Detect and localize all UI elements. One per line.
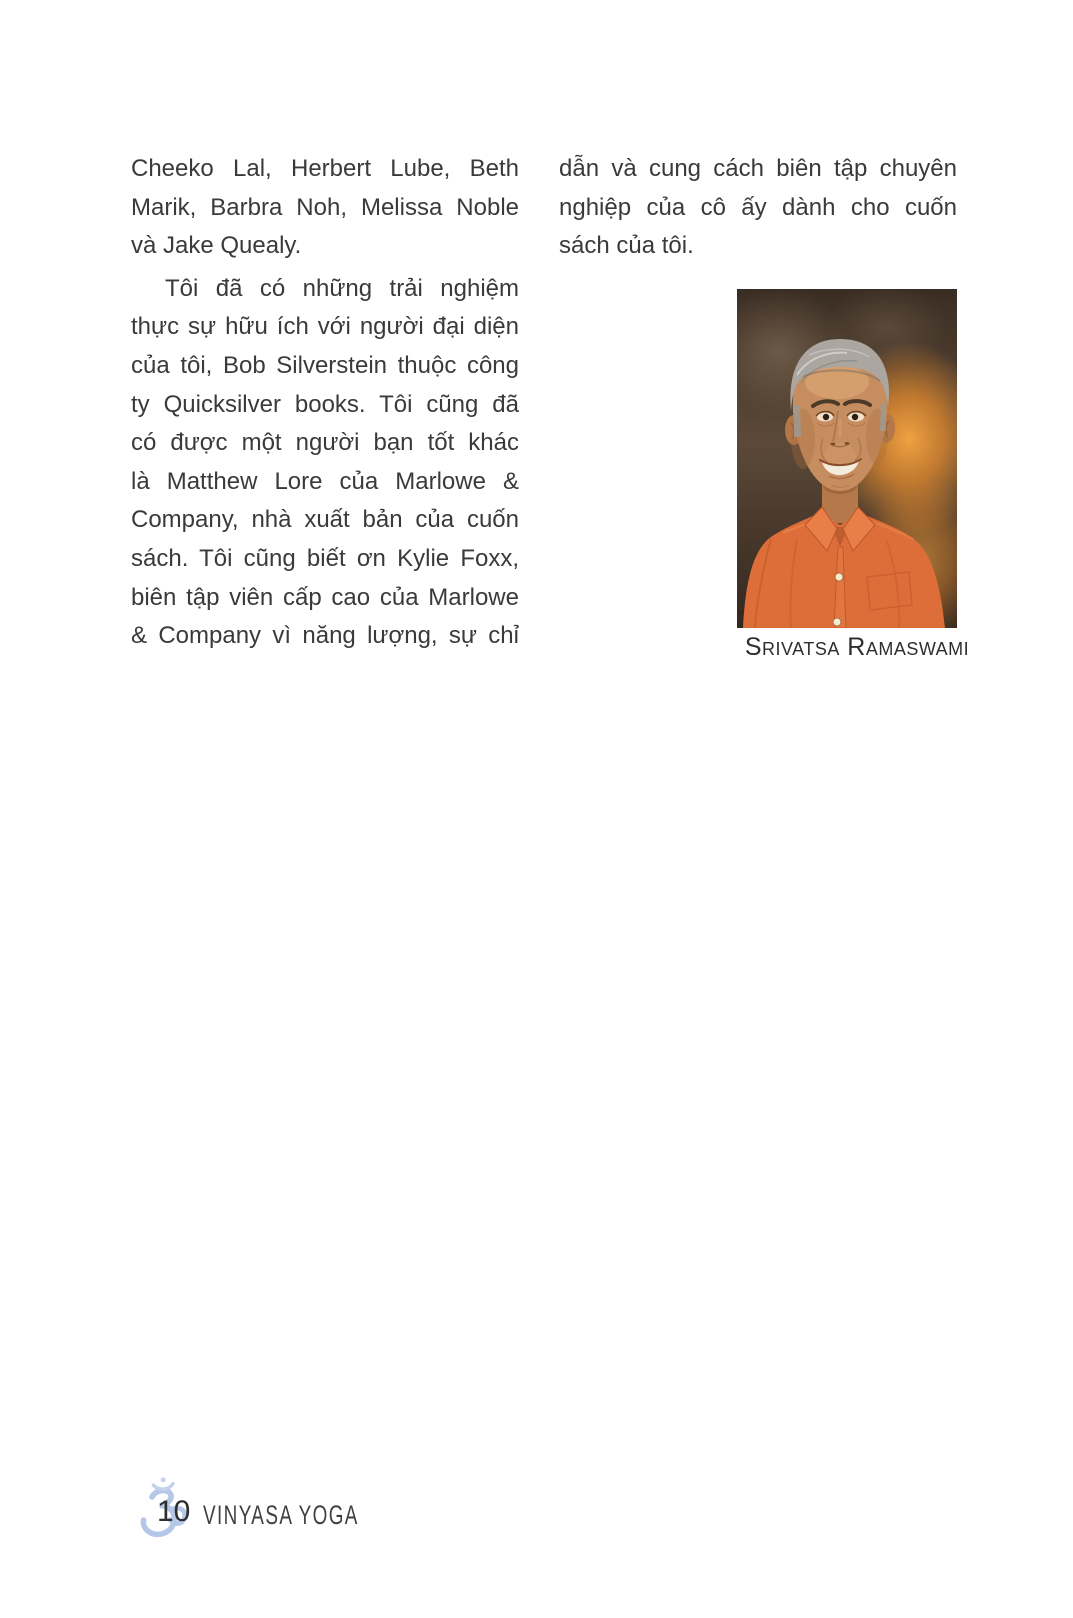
- text-line: Cheeko Lal, Herbert Lube, Beth: [131, 155, 519, 182]
- paragraph: [131, 270, 519, 656]
- right-text-column: [559, 150, 957, 266]
- text-line: & Company vì năng lượng, sự chỉ: [131, 622, 519, 650]
- portrait-photo-art: [737, 289, 957, 628]
- page-number: 10: [157, 1495, 191, 1528]
- text-line: dẫn và cung cách biên tập chuyên: [559, 155, 957, 182]
- text-line: và Jake Quealy.: [131, 232, 302, 260]
- text-line: thực sự hữu ích với người đại diện: [131, 313, 519, 341]
- portrait-photo: [737, 289, 957, 628]
- text-line: là Matthew Lore của Marlowe &: [131, 467, 519, 495]
- text-line: nghiệp của cô ấy dành cho cuốn: [559, 193, 957, 221]
- text-line: Tôi đã có những trải nghiệm: [165, 274, 519, 302]
- photo-caption: Srivatsa Ramaswami: [744, 633, 970, 661]
- text-line: có được một người bạn tốt khác: [131, 429, 519, 457]
- text-line: ty Quicksilver books. Tôi cũng đã: [131, 390, 519, 418]
- text-line: của tôi, Bob Silverstein thuộc công: [131, 351, 519, 379]
- shirt-button: [835, 573, 843, 581]
- text-line: biên tập viên cấp cao của Marlowe: [131, 583, 519, 611]
- left-text-column: [131, 150, 519, 656]
- text-line: Company, nhà xuất bản của cuốn: [131, 506, 519, 534]
- shirt-button: [833, 618, 841, 626]
- paragraph: [131, 150, 519, 266]
- paragraph: [559, 150, 957, 266]
- text-line: sách của tôi.: [559, 232, 694, 260]
- book-title: VINYASA YOGA: [203, 1500, 359, 1530]
- text-line: sách. Tôi cũng biết ơn Kylie Foxx,: [131, 544, 519, 572]
- text-line: Marik, Barbra Noh, Melissa Noble: [131, 193, 519, 221]
